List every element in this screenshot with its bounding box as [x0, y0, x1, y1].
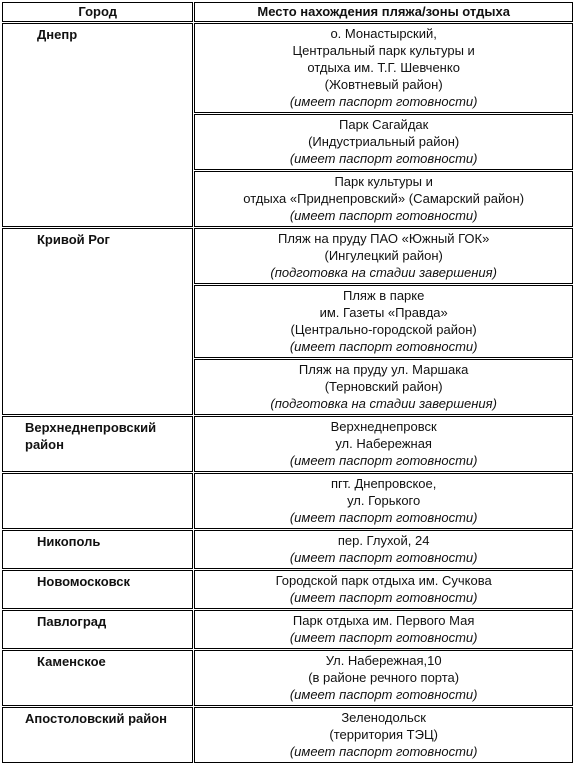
place-line: отдыха «Приднепровский» (Самарский район) [243, 191, 525, 206]
readiness-status: (имеет паспорт готовности) [289, 590, 478, 605]
readiness-status: (имеет паспорт готовности) [289, 687, 478, 702]
readiness-status: (имеет паспорт готовности) [289, 208, 478, 223]
place-cell [194, 171, 573, 227]
table-row [2, 650, 573, 706]
place-cell [194, 530, 573, 569]
place-cell [194, 416, 573, 472]
place-line: (Жовтневый район) [324, 77, 443, 92]
place-line: ул. Горького [347, 493, 421, 508]
place-line: Ул. Набережная,10 [325, 653, 442, 668]
city-cell [2, 416, 193, 472]
readiness-status: (имеет паспорт готовности) [289, 94, 478, 109]
place-line: отдыха им. Т.Г. Шевченко [307, 60, 460, 75]
readiness-status: (имеет паспорт готовности) [289, 151, 478, 166]
place-cell [194, 285, 573, 358]
table-row [2, 570, 573, 609]
place-cell [194, 23, 573, 113]
beach-table [1, 1, 574, 764]
table-row [2, 228, 573, 284]
city-name: Днепр [37, 27, 78, 42]
table-row [2, 416, 573, 472]
place-line: Пляж на пруду ул. Маршака [298, 362, 469, 377]
readiness-status: (имеет паспорт готовности) [289, 744, 478, 759]
readiness-status: (подготовка на стадии завершения) [270, 396, 497, 411]
city-name: Никополь [37, 534, 101, 549]
place-cell [194, 228, 573, 284]
place-line: им. Газеты «Правда» [319, 305, 448, 320]
city-cell [2, 228, 193, 415]
readiness-status: (имеет паспорт готовности) [289, 453, 478, 468]
place-line: (Терновский район) [324, 379, 443, 394]
city-name: Новомосковск [37, 574, 131, 589]
city-cell [2, 650, 193, 706]
table-row [2, 23, 573, 113]
place-line: (Ингулецкий район) [324, 248, 443, 263]
place-cell [194, 570, 573, 609]
table-row [2, 707, 573, 763]
table-row [2, 473, 573, 529]
place-line: Центральный парк культуры и [292, 43, 475, 58]
place-line: (Индустриальный район) [308, 134, 460, 149]
place-line: Парк Сагайдак [339, 117, 429, 132]
city-name: Павлоград [37, 614, 107, 629]
city-cell [2, 530, 193, 569]
place-line: (территория ТЭЦ) [329, 727, 438, 742]
header-city: Город [2, 2, 193, 22]
header-place: Место нахождения пляжа/зоны отдыха [194, 2, 573, 22]
city-cell [2, 707, 193, 763]
place-line: (Центрально-городской район) [290, 322, 477, 337]
city-cell [2, 610, 193, 649]
place-line: Парк культуры и [334, 174, 433, 189]
place-line: Зеленодольск [341, 710, 426, 725]
place-cell [194, 650, 573, 706]
header-row [2, 2, 573, 22]
place-line: ул. Набережная [335, 436, 432, 451]
table-row [2, 530, 573, 569]
city-cell-empty [2, 473, 193, 529]
place-line: Парк отдыха им. Первого Мая [292, 613, 475, 628]
readiness-status: (имеет паспорт готовности) [289, 630, 478, 645]
place-line: Верхнеднепровск [330, 419, 437, 434]
readiness-status: (имеет паспорт готовности) [289, 550, 478, 565]
place-cell [194, 707, 573, 763]
place-cell [194, 114, 573, 170]
place-line: (в районе речного порта) [308, 670, 460, 685]
place-line: Пляж на пруду ПАО «Южный ГОК» [278, 231, 490, 246]
place-line: Пляж в парке [342, 288, 425, 303]
place-line: пгт. Днепровское, [330, 476, 437, 491]
city-name: Кривой Рог [37, 232, 110, 247]
place-cell [194, 473, 573, 529]
place-cell [194, 610, 573, 649]
readiness-status: (имеет паспорт готовности) [289, 510, 478, 525]
place-line: о. Монастырский, [330, 26, 437, 41]
place-cell [194, 359, 573, 415]
city-name: Каменское [37, 654, 106, 669]
city-cell [2, 570, 193, 609]
table-row [2, 610, 573, 649]
city-name: Верхнеднепровский район [25, 420, 157, 452]
readiness-status: (имеет паспорт готовности) [289, 339, 478, 354]
city-cell [2, 23, 193, 227]
readiness-status: (подготовка на стадии завершения) [270, 265, 497, 280]
city-name: Апостоловский район [25, 711, 168, 726]
place-line: Городской парк отдыха им. Сучкова [275, 573, 492, 588]
table-body [2, 23, 573, 763]
place-line: пер. Глухой, 24 [337, 533, 430, 548]
